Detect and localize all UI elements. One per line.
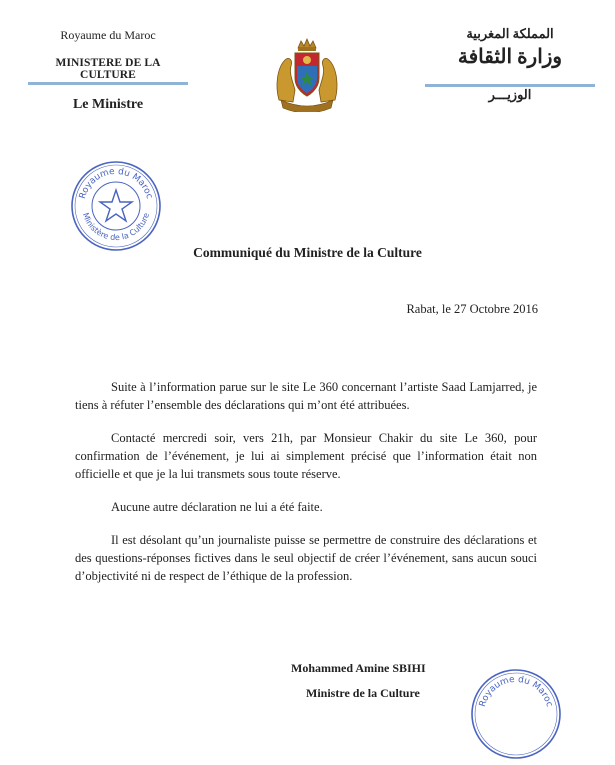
kingdom-label-fr: Royaume du Maroc: [60, 28, 156, 42]
header-left: [28, 28, 188, 113]
ministry-label-ar: وزارة الثقافة: [457, 46, 563, 68]
document-date: Rabat, le 27 Octobre 2016: [406, 302, 538, 316]
official-stamp-icon: [70, 160, 162, 252]
body-paragraph: Il est désolant qu’un journaliste puisse se permettre de construire des déclarations et des questions-réponses fictives dans le seul objectif de créer l’événement, sans aucun souci d’objectivité ni de respect de l’éthique de la profession.: [75, 533, 537, 583]
header-right: [425, 26, 595, 103]
body-paragraph: Aucune autre déclaration ne lui a été faite.: [111, 500, 323, 514]
minister-label-ar: الوزيـــر: [488, 87, 532, 102]
header-right-rule: [425, 84, 595, 87]
signature-stamp-icon: [470, 668, 562, 760]
minister-label-fr: Le Ministre: [72, 97, 144, 112]
body-paragraph: Contacté mercredi soir, vers 21h, par Monsieur Chakir du site Le 360, pour confirmation de l’événement, je lui ai simplement précisé que l’information était non officielle et que je la lui transmets sous toute réserve.: [75, 431, 537, 481]
svg-text:Ministère de la Culture: Ministère de la Culture: [80, 211, 152, 243]
ministry-label-fr: MINISTERE DE LA CULTURE: [55, 57, 161, 81]
header-left-rule: [28, 82, 188, 85]
coat-of-arms-icon: [271, 38, 343, 112]
svg-text:Royaume du Maroc: Royaume du Maroc: [77, 166, 155, 201]
document-body: [75, 378, 537, 600]
document-title: Communiqué du Ministre de la Culture: [193, 245, 422, 260]
svg-text:Royaume du Maroc: Royaume du Maroc: [477, 674, 555, 709]
signatory-name: Mohammed Amine SBIHI: [291, 661, 426, 675]
signatory-title: Ministre de la Culture: [306, 686, 420, 700]
kingdom-label-ar: المملكة المغربية: [466, 26, 554, 41]
body-paragraph: Suite à l’information parue sur le site Le 360 concernant l’artiste Saad Lamjarred, je tiens à réfuter l’ensemble des déclarations qui m’ont été attribuées.: [75, 380, 537, 412]
